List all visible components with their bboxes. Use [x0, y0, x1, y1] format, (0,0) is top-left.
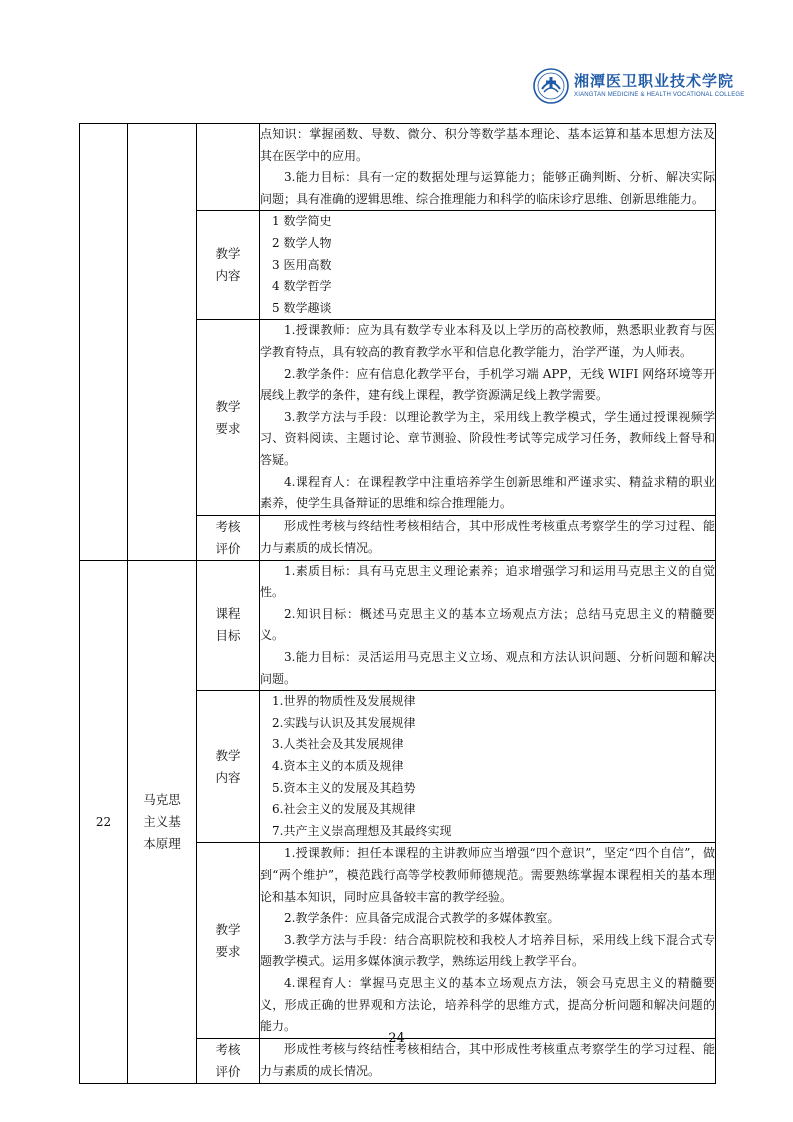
objective-text: 3.能力目标：具有一定的数据处理与运算能力；能够正确判断、分析、解决实际问题；具有准确的逻辑思维、综合推理能力和科学的临床诊疗思维、创新思维能力。 [260, 170, 715, 206]
table-row [80, 560, 716, 691]
course-number-cell [80, 560, 128, 1083]
eval-label: 考核评价 [215, 1041, 241, 1079]
requirement-cell [260, 320, 716, 515]
objective-content-cell [260, 124, 716, 211]
list-item: 3 医用高数 [272, 257, 332, 272]
evaluation-cell [260, 515, 716, 560]
list-item: 5 数学趣谈 [272, 300, 332, 315]
eval-label: 考核评价 [215, 518, 241, 556]
list-item: 7.共产主义崇高理想及其最终实现 [272, 823, 452, 838]
objective-content-cell [260, 560, 716, 691]
school-logo-icon [533, 68, 569, 104]
content-label: 教学内容 [215, 246, 241, 284]
requirement-text: 2.教学条件：应具备完成混合式教学的多媒体教室。 [284, 911, 560, 926]
objective-label-cell [197, 560, 260, 691]
list-item: 1.世界的物质性及发展规律 [272, 694, 416, 709]
requirement-label-cell [197, 320, 260, 515]
evaluation-text: 形成性考核与终结性考核相结合，其中形成性考核重点考察学生的学习过程、能力与素质的成长情况。 [260, 519, 715, 555]
requirement-text: 1.授课教师：担任本课程的主讲教师应当增强“四个意识”，坚定“四个自信”，做到“两个维护”，模范践行高等学校教师师德规范。需要熟练掌握本课程相关的基本理论和基本知识，同时应具备较丰富的教学经验。 [260, 846, 715, 904]
list-item: 1 数学简史 [272, 214, 332, 229]
requirement-text: 2.教学条件：应有信息化教学平台，手机学习端 APP，无线 WIFI 网络环境等开展线上教学的条件，建有线上课程，教学资源满足线上教学需要。 [260, 366, 715, 403]
content-list-cell [260, 691, 716, 843]
content-list-cell [260, 211, 716, 320]
list-item: 3.人类社会及其发展规律 [272, 737, 404, 752]
curriculum-table [79, 123, 716, 1084]
course-name-cell [128, 124, 197, 561]
list-item: 6.社会主义的发展及其规律 [272, 802, 416, 817]
list-item: 4 数学哲学 [272, 279, 332, 294]
objective-text: 1.素质目标：具有马克思主义理论素养；追求增强学习和运用马克思主义的自觉性。 [260, 563, 715, 600]
list-item: 4.资本主义的本质及规律 [272, 759, 404, 774]
list-item: 2.实践与认识及其发展规律 [272, 715, 416, 730]
requirement-text: 3.教学方法与手段：结合高职院校和我校人才培养目标，采用线上线下混合式专题教学模式。运用多媒体演示教学，熟练运用线上教学平台。 [260, 932, 715, 969]
course-name-cell [128, 560, 197, 1083]
objective-text: 点知识：掌握函数、导数、微分、积分等数学基本理论、基本运算和基本思想方法及其在医学中的应用。 [260, 127, 715, 163]
objective-text: 3.能力目标：灵活运用马克思主义立场、观点和方法认识问题、分析问题和解决问题。 [260, 650, 715, 686]
requirement-text: 4.课程育人：掌握马克思主义的基本立场观点方法，领会马克思主义的精髓要义，形成正确的世界观和方法论，培养科学的思维方式，提高分析问题和解决问题的能力。 [260, 975, 715, 1034]
requirement-text: 3.教学方法与手段：以理论教学为主，采用线上教学模式，学生通过授课视频学习、资料阅读、主题讨论、章节测验、阶段性考试等完成学习任务，教师线上督导和答疑。 [260, 409, 715, 467]
requirement-label-cell [197, 843, 260, 1038]
list-item: 2 数学人物 [272, 235, 332, 250]
requirement-label: 教学要求 [215, 398, 241, 436]
eval-label-cell [197, 515, 260, 560]
content-label-cell [197, 691, 260, 843]
objective-text: 2.知识目标：概述马克思主义的基本立场观点方法；总结马克思主义的精髓要义。 [260, 606, 715, 643]
school-name-en: XIANGTAN MEDICINE & HEALTH VOCATIONAL COLLEGE [574, 92, 745, 98]
requirement-text: 4.课程育人：在课程教学中注重培养学生创新思维和严谨求实、精益求精的职业素养，使学生具备辩证的思维和综合推理能力。 [260, 474, 715, 511]
evaluation-text: 形成性考核与终结性考核相结合，其中形成性考核重点考察学生的学习过程、能力与素质的成长情况。 [260, 1042, 715, 1078]
requirement-cell [260, 843, 716, 1038]
list-item: 5.资本主义的发展及其趋势 [272, 780, 416, 795]
requirement-text: 1.授课教师：应为具有数学专业本科及以上学历的高校教师，熟悉职业教育与医学教育特点，具有较高的教育教学水平和信息化教学能力，治学严谨，为人师表。 [260, 323, 715, 359]
requirement-label: 教学要求 [215, 921, 241, 959]
objective-label: 课程目标 [215, 606, 241, 644]
table-row [80, 124, 716, 211]
course-name: 马克思主义基本原理 [143, 791, 181, 851]
content-label-cell [197, 211, 260, 320]
page-header [0, 0, 793, 120]
page-number: 24 [388, 1031, 405, 1046]
content-label: 教学内容 [215, 747, 241, 785]
course-number: 22 [95, 814, 112, 829]
school-name-cn: 湘潭医卫职业技术学院 [574, 72, 735, 90]
course-number-cell [80, 124, 128, 561]
objective-label-cell [197, 124, 260, 211]
